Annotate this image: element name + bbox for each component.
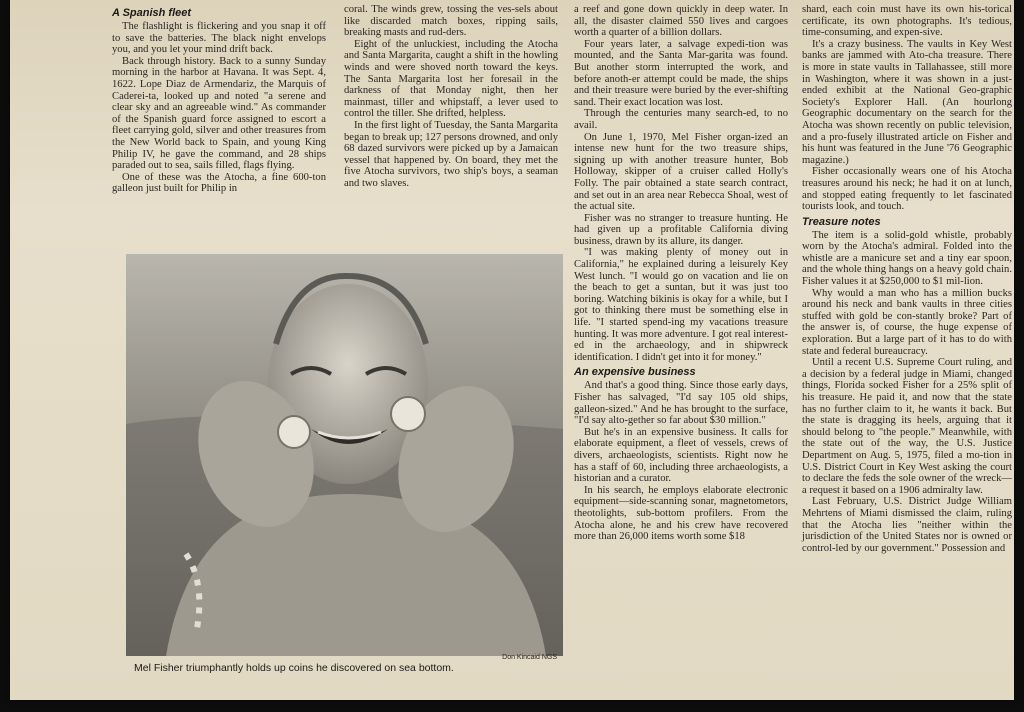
paragraph: Last February, U.S. District Judge William Mehrtens of Miami dismissed the claim, ruling that the Atocha lies "neither within the jurisdiction of the United States nor is owned or control-led by our government." Possession and [802, 496, 1012, 554]
paragraph: The flashlight is flickering and you snap it off to save the batteries. The black night envelops you, and you let your mind drift back. [112, 21, 326, 56]
paragraph: Fisher occasionally wears one of his Atocha treasures around his neck; he had it on at lunch, and stopped eating frequently to let fascinated tourists look, and touch. [802, 166, 1012, 213]
paragraph: One of these was the Atocha, a fine 600-ton galleon just built for Philip in [112, 171, 326, 195]
paragraph: coral. The winds grew, tossing the ves-sels about like discarded match boxes, ripping sails, breaking masts and rud-ders. [344, 4, 558, 39]
paragraph: Back through history. Back to a sunny Sunday morning in the harbor at Havana. It was Sept. 4, 1622. Lope Diaz de Armendariz, the Marquis of Caderei-ta, looked up and noted "a serene and clear sky and an agreeable wind." As commander of the Spanish guard force assigned to escort a fleet carrying gold, silver and other treasures from the New World back to Spain, and young King Philip IV, he gave the command, and 28 ships paraded out to sea, sails filled, flags flying. [112, 55, 326, 172]
photo-mel-fisher [126, 254, 563, 656]
paragraph: On June 1, 1970, Mel Fisher organ-ized an intense new hunt for the two treasure ships, signing up with another treasure hunter, Bob Holloway, skipper of a cruiser called Holly's Folly. The pair obtained a state search contract, and set out in an area near Rebecca Shoal, west of the actual site. [574, 131, 788, 213]
paragraph: Through the centuries many search-ed, to no avail. [574, 108, 788, 131]
subheading-spanish-fleet: A Spanish fleet [112, 7, 192, 19]
paragraph: Until a recent U.S. Supreme Court ruling, and a decision by a federal judge in Miami, changed things, Florida socked Fisher for a 25% split of his treasure. He paid it, and now that the state has no further claim to it, he wants it back. But the state is dragging its heels, arguing that it should belong to "the people." Meanwhile, with the state out of the way, the U.S. Justice Department on Aug. 5, 1975, filed a mo-tion in U.S. District Court in Key West asking the court to declare the feds the sole owner of the wreck—a request it based on a 1906 admiralty law. [802, 357, 1012, 496]
newspaper-clipping [10, 0, 1014, 700]
subheading-treasure-notes: Treasure notes [802, 215, 881, 228]
photo-credit: Don Kincaid NGS [502, 654, 557, 661]
paragraph: And that's a good thing. Since those early days, Fisher has salvaged, "I'd say 105 old ships, galleon-sized." And he has brought to the surface, "I'd say alto-gether so far about $30 million." [574, 380, 788, 427]
paragraph: But he's in an expensive business. It calls for elaborate equipment, a fleet of vessels, crews of divers, archaeologists, scientists. Right now he has a staff of 60, including three archaeologists, a historian and a curator. [574, 426, 788, 485]
paragraph: It's a crazy business. The vaults in Key West banks are jammed with Ato-cha treasure. There is more in state vaults in Tallahassee, still more in Washington, where it was shown in a just-ended exhibit at the National Geo-graphic Society's Explorer Hall. (An hourlong Geographic documentary on the search for the Atocha was shown recently on public television, and a pro-fusely illustrated article on Fisher and his hunt was featured in the June '76 Geographic magazine.) [802, 38, 1012, 166]
subheading-expensive-business: An expensive business [574, 366, 696, 379]
paragraph: shard, each coin must have its own his-torical certificate, its own photographs. It's tedious, time-consuming, and expen-sive. [802, 4, 1012, 39]
article-column-1 [112, 4, 326, 195]
photo-illustration [126, 254, 563, 656]
paragraph: Four years later, a salvage expedi-tion was mounted, and the Santa Mar-garita was found. But another storm interrupted the work, and before anoth-er attempt could be made, the ships and their treasure were buried by the ever-shifting sand. Their exact location was lost. [574, 38, 788, 108]
paragraph: "I was making plenty of money out in California," he explained during a leisurely Key West lunch. "I would go on vacation and lie on the beach to get a suntan, but it was just too boring. Watching bikinis is okay for a while, but I got to thinking there must be something else in life. "I started spend-ing my vacations treasure hunting. It was more adventure. I got real interest-ed in the archaeology, and in shipwreck identification. I didn't get into it for money." [574, 247, 788, 363]
article-column-4 [802, 4, 1012, 554]
photo-caption: Mel Fisher triumphantly holds up coins he discovered on sea bottom. [134, 662, 454, 674]
paragraph: a reef and gone down quickly in deep water. In all, the disaster claimed 550 lives and cargoes worth a quarter of a billion dollars. [574, 4, 788, 39]
article-column-3 [574, 4, 788, 543]
paragraph: The item is a solid-gold whistle, probably worn by the Atocha's admiral. Folded into the whistle are a manicure set and a tiny ear spoon, and the whole thing hangs on a heavy gold chain. Fisher values it at $250,000 to $1 mil-lion. [802, 229, 1012, 288]
paragraph: In his search, he employs elaborate electronic equipment—side-scanning sonar, magnetometors, theotolights, sub-bottom profilers. From the Atocha alone, he and his crew have recovered more than 26,000 items worth some $18 [574, 484, 788, 543]
paragraph: Fisher was no stranger to treasure hunting. He had given up a profitable California diving business, drawn by its allure, its danger. [574, 212, 788, 247]
paragraph: In the first light of Tuesday, the Santa Margarita began to break up; 127 persons drowned, and only 68 dazed survivors were picked up by a Jamaican vessel that happened by. On board, they met the five Atocha survivors, two ship's boys, a seaman and two slaves. [344, 119, 558, 189]
paragraph: Why would a man who has a million bucks around his neck and bank vaults in three cities stuffed with gold be con-stantly broke? Part of the answer is, of course, the huge expense of exploration. But a large part of it has to do with state and federal bureaucracy. [802, 287, 1012, 357]
paragraph: Eight of the unluckiest, including the Atocha and Santa Margarita, caught a shift in the howling winds and were shoved north toward the keys. The Santa Margarita lost her foresail in the darkness of that Monday night, then her mainmast, tiller and whipstaff, a lever used to control the tiller. She drifted, helpless. [344, 38, 558, 120]
article-column-2 [344, 4, 558, 190]
photo-block [126, 250, 563, 682]
